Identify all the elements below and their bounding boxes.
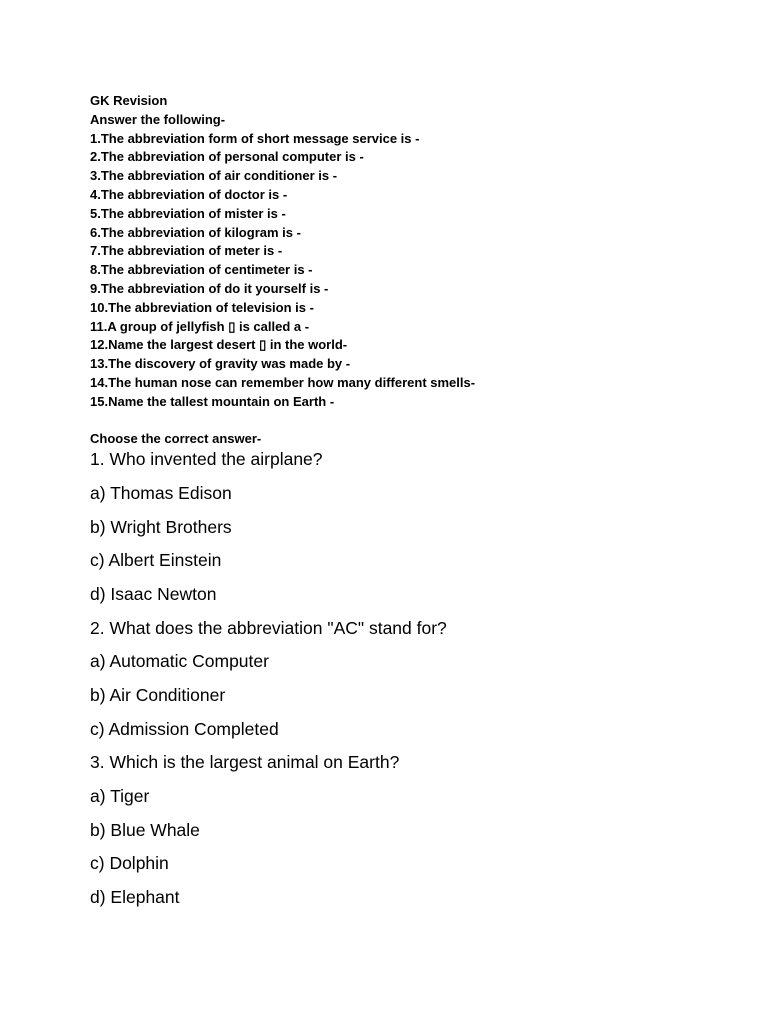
short-question: 13.The discovery of gravity was made by - bbox=[90, 356, 351, 372]
mcq-option: c) Admission Completed bbox=[90, 718, 279, 739]
mcq-option: b) Air Conditioner bbox=[90, 684, 226, 705]
mcq-option: d) Elephant bbox=[90, 887, 180, 908]
short-question: 9.The abbreviation of do it yourself is - bbox=[90, 280, 329, 296]
mcq-option: a) Automatic Computer bbox=[90, 651, 269, 672]
section-spacer bbox=[90, 412, 730, 431]
mcq-option: a) Tiger bbox=[90, 786, 150, 807]
mcq-option: a) Thomas Edison bbox=[90, 482, 232, 503]
short-question: 14.The human nose can remember how many different smells- bbox=[90, 374, 476, 390]
short-question: 2.The abbreviation of personal computer is - bbox=[90, 149, 364, 165]
mcq-list bbox=[90, 449, 730, 921]
document-title: GK Revision bbox=[90, 93, 168, 108]
mcq-question: 2. What does the abbreviation "AC" stand for? bbox=[90, 617, 447, 638]
short-question: 3.The abbreviation of air conditioner is - bbox=[90, 168, 338, 184]
mcq-option: c) Dolphin bbox=[90, 853, 169, 874]
short-question: 6.The abbreviation of kilogram is - bbox=[90, 224, 301, 240]
document-page bbox=[90, 92, 730, 921]
short-question: 7.The abbreviation of meter is - bbox=[90, 243, 283, 259]
mcq-question: 1. Who invented the airplane? bbox=[90, 449, 323, 470]
mcq-option: c) Albert Einstein bbox=[90, 550, 222, 571]
short-question: 12.Name the largest desert ▯ in the world- bbox=[90, 337, 348, 353]
short-question-list bbox=[90, 130, 730, 412]
short-question: 5.The abbreviation of mister is - bbox=[90, 205, 286, 221]
short-question: 8.The abbreviation of centimeter is - bbox=[90, 262, 313, 278]
section-instruction: Answer the following- bbox=[90, 111, 226, 127]
short-question: 1.The abbreviation form of short message service is - bbox=[90, 130, 420, 146]
short-question: 11.A group of jellyfish ▯ is called a - bbox=[90, 318, 310, 334]
short-question: 4.The abbreviation of doctor is - bbox=[90, 186, 288, 202]
mcq-option: b) Blue Whale bbox=[90, 819, 200, 840]
short-question: 10.The abbreviation of television is - bbox=[90, 299, 314, 315]
mcq-option: b) Wright Brothers bbox=[90, 516, 232, 537]
mcq-option: d) Isaac Newton bbox=[90, 583, 217, 604]
mcq-question: 3. Which is the largest animal on Earth? bbox=[90, 752, 400, 773]
short-question: 15.Name the tallest mountain on Earth - bbox=[90, 393, 335, 409]
mcq-instruction: Choose the correct answer- bbox=[90, 431, 262, 447]
